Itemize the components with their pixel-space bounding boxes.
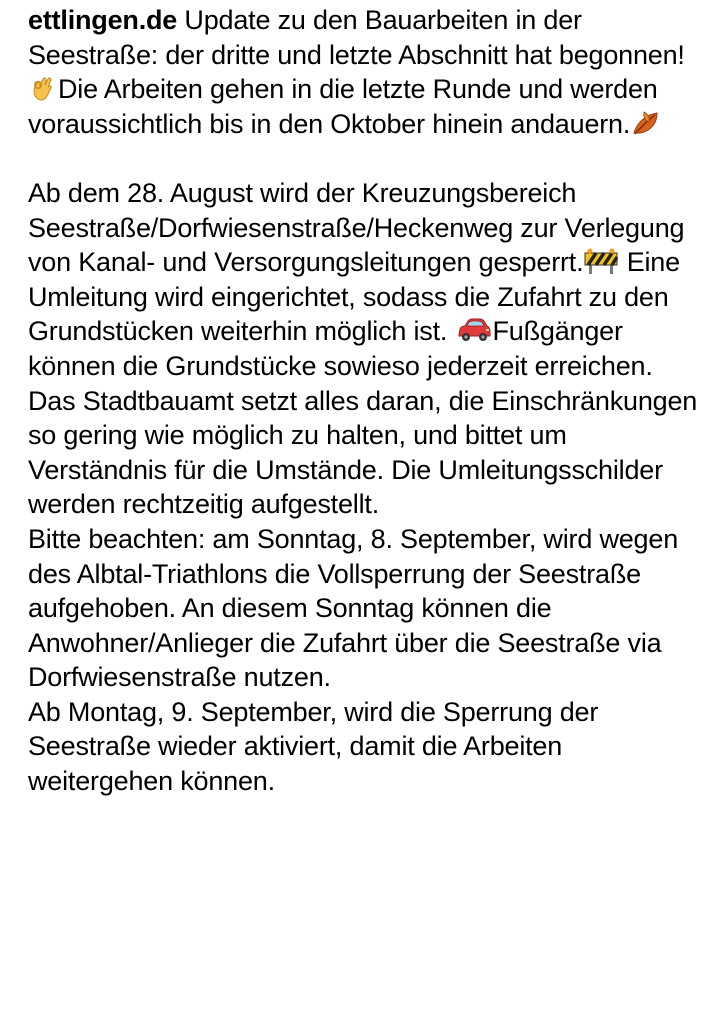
construction-barrier-icon [584,247,618,275]
caption-text: Die Arbeiten gehen in die letzte Runde und werden voraussichtlich bis in den Oktober hinein andauern. [28,74,658,139]
caption-text: Ab dem 28. August wird der Kreuzungsbereich Seestraße/Dorfwiesenstraße/Heckenweg zur Verlegung von Kanal- und Versorgungsleitungen gesperrt. [28,177,685,278]
caption-paragraph-4: Ab Montag, 9. September, wird die Sperrung der Seestraße wieder aktiviert, damit die Arbeiten weitergehen können. [28,696,599,797]
ok-hand-icon [29,74,57,102]
post-caption [28,3,699,799]
caption-text: Fußgänger können die Grundstücke sowieso jederzeit erreichen. Das Stadtbauamt setzt alles daran, die Einschränkungen so gering wie möglich zu halten, und bittet um Verständnis für die Umstände. Die Umleitungsschilder werden rechtzeitig aufgestellt. [28,316,698,520]
caption-text: Update zu den Bauarbeiten in der Seestraße: der dritte und letzte Abschnitt hat begonnen! [28,5,685,70]
caption-paragraph-3: Bitte beachten: am Sonntag, 8. September, wird wegen des Albtal-Triathlons die Vollsperrung der Seestraße aufgehoben. An diesem Sonntag können die Anwohner/Anlieger die Zufahrt über die Seestraße via Dorfwiesenstraße nutzen. [28,523,679,693]
caption-paragraph-1 [28,3,699,141]
red-car-icon [456,316,492,344]
caption-paragraph-2 [28,176,699,522]
account-username[interactable]: ettlingen.de [28,5,178,35]
fallen-leaf-icon [631,109,661,137]
caption-text: Eine Umleitung wird eingerichtet, sodass die Zufahrt zu den Grundstücken weiterhin möglich ist. [28,247,680,347]
paragraph-spacer [28,141,699,176]
